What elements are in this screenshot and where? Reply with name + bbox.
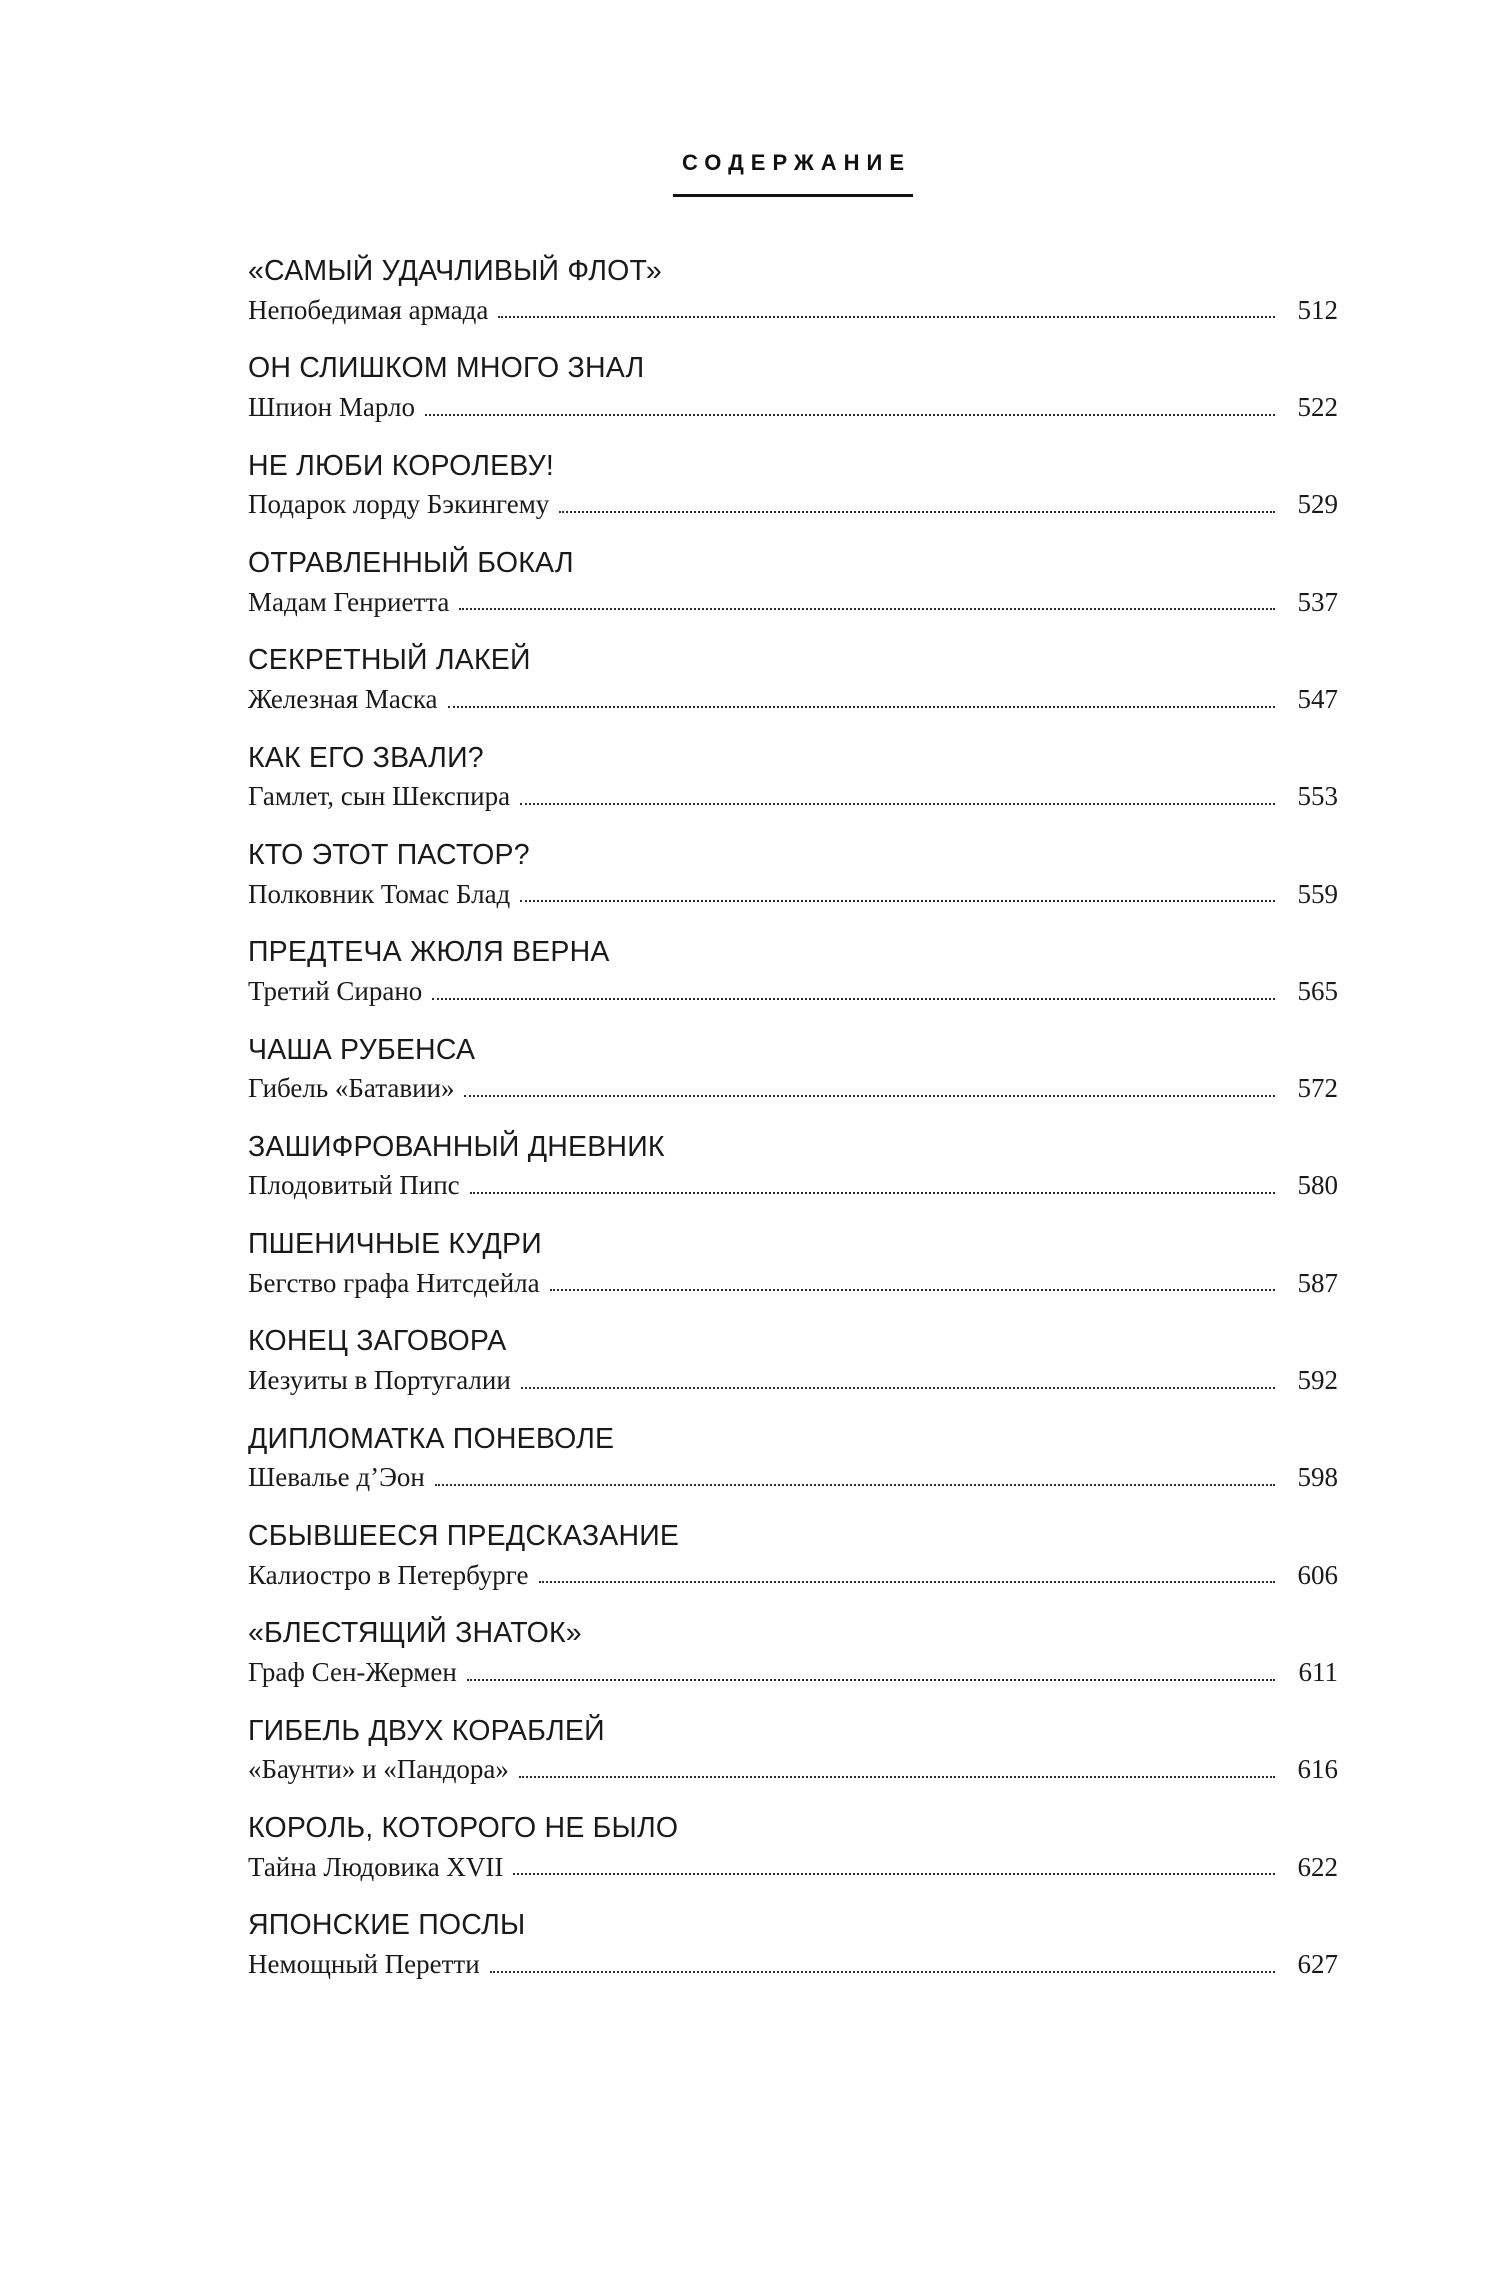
toc-entry-subtitle: Подарок лорду Бэкингему bbox=[248, 489, 550, 520]
toc-entry-title: ГИБЕЛЬ ДВУХ КОРАБЛЕЙ bbox=[248, 1714, 605, 1747]
toc-entry-subtitle: Железная Маска bbox=[248, 683, 438, 714]
toc-entry-page-number: 611 bbox=[1298, 1657, 1338, 1687]
toc-entry[interactable] bbox=[248, 1909, 1338, 1979]
toc-entry-page-number: 572 bbox=[1297, 1073, 1338, 1104]
toc-entry-page-number: 592 bbox=[1297, 1365, 1338, 1396]
toc-entry-subtitle: Полковник Томас Блад bbox=[248, 878, 511, 909]
toc-entry-subtitle: Иезуиты в Португалии bbox=[248, 1365, 511, 1396]
toc-entry-title: КАК ЕГО ЗВАЛИ? bbox=[248, 741, 484, 774]
toc-entry[interactable] bbox=[248, 1131, 1338, 1201]
dot-leader bbox=[432, 997, 1275, 1000]
dot-leader bbox=[520, 802, 1275, 805]
toc-entry-line bbox=[248, 1950, 1338, 1980]
toc-entry-page-number: 598 bbox=[1297, 1462, 1338, 1493]
toc-entry-page-number: 627 bbox=[1297, 1948, 1338, 1979]
toc-entry-subtitle: Тайна Людовика XVII bbox=[248, 1851, 504, 1882]
toc-entry-title: «БЛЕСТЯЩИЙ ЗНАТОК» bbox=[248, 1617, 582, 1650]
dot-leader bbox=[539, 1580, 1275, 1583]
toc-entry[interactable] bbox=[248, 547, 1338, 617]
toc-entry-line bbox=[248, 685, 1338, 715]
toc-entry-page-number: 616 bbox=[1297, 1754, 1338, 1785]
toc-entry-line bbox=[248, 1463, 1338, 1493]
page-title: СОДЕРЖАНИЕ bbox=[681, 150, 912, 175]
toc-entry-page-number: 606 bbox=[1297, 1559, 1338, 1590]
toc-entry-line bbox=[248, 393, 1338, 423]
toc-entry-page-number: 537 bbox=[1297, 586, 1338, 617]
toc-entry-line bbox=[248, 782, 1338, 812]
toc-entry-line bbox=[248, 296, 1338, 326]
toc-entry-line bbox=[248, 1853, 1338, 1883]
toc-entry-subtitle: Гамлет, сын Шекспира bbox=[248, 781, 511, 812]
toc-entry-subtitle: Бегство графа Нитсдейла bbox=[248, 1267, 540, 1298]
toc-entry[interactable] bbox=[248, 352, 1338, 422]
toc-entry[interactable] bbox=[248, 1520, 1338, 1590]
toc-entry-subtitle: Шевалье д’Эон bbox=[248, 1462, 425, 1493]
toc-entry[interactable] bbox=[248, 839, 1338, 909]
dot-leader bbox=[550, 1288, 1275, 1291]
toc-entry-subtitle: Третий Сирано bbox=[248, 975, 423, 1006]
dot-leader bbox=[435, 1483, 1275, 1486]
toc-entry-subtitle: Шпион Марло bbox=[248, 391, 415, 422]
toc-entry-line bbox=[248, 1269, 1338, 1299]
dot-leader bbox=[425, 413, 1275, 416]
dot-leader bbox=[498, 315, 1275, 318]
toc-entry-line bbox=[248, 1366, 1338, 1396]
toc-entry[interactable] bbox=[248, 1325, 1338, 1395]
dot-leader bbox=[490, 1970, 1275, 1973]
toc-entry-subtitle: Граф Сен-Жермен bbox=[248, 1657, 457, 1687]
toc-entry-page-number: 622 bbox=[1297, 1851, 1338, 1882]
table-of-contents bbox=[248, 150, 1338, 2007]
heading-divider bbox=[673, 194, 913, 197]
toc-entry[interactable] bbox=[248, 936, 1338, 1006]
toc-entry[interactable] bbox=[248, 1812, 1338, 1882]
toc-entry-subtitle: Калиостро в Петербурге bbox=[248, 1559, 529, 1590]
dot-leader bbox=[519, 1775, 1275, 1778]
toc-entry[interactable] bbox=[248, 1228, 1338, 1298]
toc-entry-page-number: 587 bbox=[1297, 1267, 1338, 1298]
toc-entry[interactable] bbox=[248, 742, 1338, 812]
toc-entry-line bbox=[248, 1561, 1338, 1591]
toc-entry-title: ОН СЛИШКОМ МНОГО ЗНАЛ bbox=[248, 352, 645, 385]
toc-entry[interactable] bbox=[248, 450, 1338, 520]
toc-entry-subtitle: Немощный Перетти bbox=[248, 1948, 480, 1979]
toc-entry-page-number: 565 bbox=[1297, 975, 1338, 1006]
toc-entry-page-number: 512 bbox=[1297, 294, 1338, 325]
dot-leader bbox=[520, 899, 1275, 902]
dot-leader bbox=[513, 1872, 1275, 1875]
toc-entry-title: СБЫВШЕЕСЯ ПРЕДСКАЗАНИЕ bbox=[248, 1520, 680, 1553]
dot-leader bbox=[448, 705, 1275, 708]
toc-entry-title: КОРОЛЬ, КОТОРОГО НЕ БЫЛО bbox=[248, 1812, 679, 1844]
toc-entry-line bbox=[248, 1755, 1338, 1785]
toc-entry-title: ОТРАВЛЕННЫЙ БОКАЛ bbox=[248, 546, 574, 579]
toc-entry[interactable] bbox=[248, 644, 1338, 714]
toc-entry-title: КТО ЭТОТ ПАСТОР? bbox=[248, 838, 530, 871]
toc-entry[interactable] bbox=[248, 1034, 1338, 1104]
toc-entry-line bbox=[248, 977, 1338, 1007]
dot-leader bbox=[521, 1386, 1275, 1389]
toc-entry-line bbox=[248, 490, 1338, 520]
toc-entry[interactable] bbox=[248, 1715, 1338, 1785]
toc-entry-line bbox=[248, 1074, 1338, 1104]
toc-entry-list bbox=[248, 255, 1338, 1980]
toc-entry-page-number: 580 bbox=[1297, 1170, 1338, 1201]
toc-entry[interactable] bbox=[248, 1423, 1338, 1493]
toc-entry-subtitle: Гибель «Батавии» bbox=[248, 1073, 455, 1104]
toc-entry-title: ПШЕНИЧНЫЕ КУДРИ bbox=[248, 1228, 542, 1261]
toc-entry-title: ДИПЛОМАТКА ПОНЕВОЛЕ bbox=[248, 1422, 615, 1455]
toc-entry-line bbox=[248, 588, 1338, 618]
toc-entry-subtitle: Мадам Генриетта bbox=[248, 586, 450, 617]
toc-entry-line bbox=[248, 1658, 1338, 1688]
toc-entry-title: «САМЫЙ УДАЧЛИВЫЙ ФЛОТ» bbox=[248, 255, 662, 287]
toc-entry-page-number: 553 bbox=[1297, 781, 1338, 812]
toc-entry-page-number: 547 bbox=[1297, 683, 1338, 714]
toc-entry[interactable] bbox=[248, 1617, 1338, 1687]
toc-entry-title: НЕ ЛЮБИ КОРОЛЕВУ! bbox=[248, 449, 554, 482]
toc-entry-page-number: 529 bbox=[1297, 489, 1338, 520]
toc-entry-title: ЗАШИФРОВАННЫЙ ДНЕВНИК bbox=[248, 1130, 665, 1163]
toc-entry-title: ЯПОНСКИЕ ПОСЛЫ bbox=[248, 1909, 526, 1942]
toc-entry-line bbox=[248, 1171, 1338, 1201]
toc-entry[interactable] bbox=[248, 255, 1338, 325]
toc-entry-subtitle: Непобедимая армада bbox=[248, 294, 489, 325]
dot-leader bbox=[559, 510, 1275, 513]
toc-entry-subtitle: Плодовитый Пипс bbox=[248, 1170, 460, 1201]
toc-entry-page-number: 559 bbox=[1297, 878, 1338, 909]
toc-entry-line bbox=[248, 880, 1338, 910]
dot-leader bbox=[464, 1094, 1275, 1097]
toc-entry-title: ПРЕДТЕЧА ЖЮЛЯ ВЕРНА bbox=[248, 936, 610, 969]
toc-entry-title: СЕКРЕТНЫЙ ЛАКЕЙ bbox=[248, 644, 531, 677]
dot-leader bbox=[470, 1191, 1275, 1194]
dot-leader bbox=[459, 607, 1275, 610]
toc-entry-title: КОНЕЦ ЗАГОВОРА bbox=[248, 1325, 507, 1358]
dot-leader bbox=[467, 1678, 1275, 1681]
toc-entry-title: ЧАША РУБЕНСА bbox=[248, 1033, 476, 1066]
toc-entry-page-number: 522 bbox=[1297, 391, 1338, 422]
toc-entry-subtitle: «Баунти» и «Пандора» bbox=[248, 1754, 509, 1785]
